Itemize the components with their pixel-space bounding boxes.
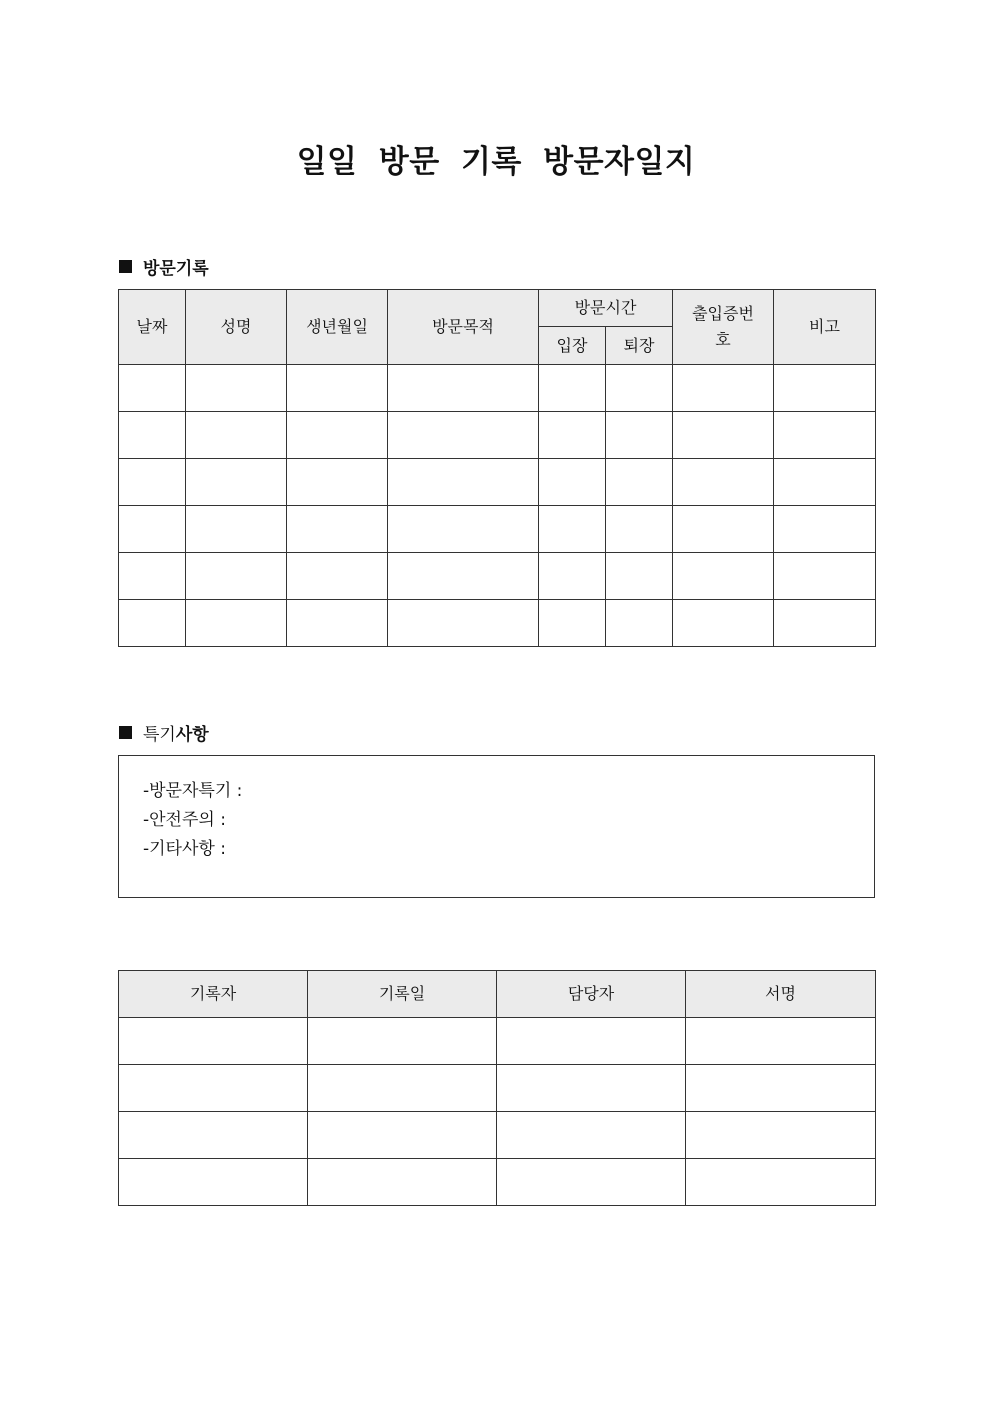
table-cell[interactable] [119,459,186,506]
table-cell[interactable] [774,459,876,506]
table-cell[interactable] [774,365,876,412]
header-visit-time: 방문시간 [539,290,673,327]
table-cell[interactable] [388,553,539,600]
table-cell[interactable] [119,365,186,412]
visit-record-table [118,289,876,647]
table-cell[interactable] [186,553,287,600]
table-cell[interactable] [388,365,539,412]
table-cell[interactable] [287,600,388,647]
table-cell[interactable] [686,1112,876,1159]
table-row [119,1112,876,1159]
table-cell[interactable] [119,506,186,553]
table-cell[interactable] [186,412,287,459]
table-cell[interactable] [308,1065,497,1112]
table-cell[interactable] [186,459,287,506]
table-cell[interactable] [119,412,186,459]
section-heading-label-part1: 특기 [143,725,176,745]
header-signature: 서명 [686,971,876,1018]
table-cell[interactable] [287,365,388,412]
header-manager: 담당자 [497,971,686,1018]
header-remarks: 비고 [774,290,876,365]
table-cell[interactable] [287,412,388,459]
table-cell[interactable] [539,600,606,647]
table-cell[interactable] [497,1065,686,1112]
note-line-safety: -안전주의 : [143,810,226,830]
table-cell[interactable] [606,365,673,412]
header-exit: 퇴장 [606,327,673,365]
table-cell[interactable] [539,553,606,600]
table-cell[interactable] [673,365,774,412]
table-cell[interactable] [673,412,774,459]
square-bullet-icon [119,260,132,273]
section-heading-label-part2: 사항 [175,725,209,745]
section-heading-visit-record [119,254,209,279]
table-cell[interactable] [308,1159,497,1206]
table-cell[interactable] [186,600,287,647]
table-cell[interactable] [774,412,876,459]
table-cell[interactable] [673,600,774,647]
table-cell[interactable] [539,506,606,553]
table-cell[interactable] [774,506,876,553]
table-cell[interactable] [119,1018,308,1065]
table-cell[interactable] [119,600,186,647]
table-cell[interactable] [539,412,606,459]
table-cell[interactable] [287,459,388,506]
table-row [119,412,876,459]
table-row [119,1065,876,1112]
table-cell[interactable] [119,553,186,600]
special-notes-box[interactable] [118,755,875,898]
table-cell[interactable] [606,600,673,647]
page-title: 일일 방문 기록 방문자일지 [296,144,696,180]
table-cell[interactable] [539,365,606,412]
note-line-visitor-remarks: -방문자특기 : [143,781,243,801]
table-cell[interactable] [287,506,388,553]
table-cell[interactable] [606,412,673,459]
table-cell[interactable] [774,553,876,600]
table-row [119,506,876,553]
table-row [119,1159,876,1206]
header-pass-number: 출입증번호 [673,290,774,365]
table-cell[interactable] [686,1018,876,1065]
table-row [119,459,876,506]
note-line-other: -기타사항 : [143,839,226,859]
section-heading-special-notes [119,720,209,745]
table-cell[interactable] [673,506,774,553]
table-cell[interactable] [497,1018,686,1065]
header-entry: 입장 [539,327,606,365]
table-cell[interactable] [287,553,388,600]
table-row [119,1018,876,1065]
table-cell[interactable] [388,600,539,647]
table-cell[interactable] [606,506,673,553]
table-cell[interactable] [497,1112,686,1159]
table-cell[interactable] [673,459,774,506]
table-cell[interactable] [686,1065,876,1112]
table-cell[interactable] [119,1112,308,1159]
header-birthdate: 생년월일 [287,290,388,365]
table-row [119,553,876,600]
table-cell[interactable] [186,506,287,553]
table-row [119,365,876,412]
table-cell[interactable] [686,1159,876,1206]
header-name: 성명 [186,290,287,365]
header-record-date: 기록일 [308,971,497,1018]
table-cell[interactable] [539,459,606,506]
table-cell[interactable] [388,459,539,506]
table-cell[interactable] [497,1159,686,1206]
signature-table [118,970,876,1206]
header-recorder: 기록자 [119,971,308,1018]
table-cell[interactable] [606,459,673,506]
header-date: 날짜 [119,290,186,365]
header-purpose: 방문목적 [388,290,539,365]
table-cell[interactable] [186,365,287,412]
table-cell[interactable] [308,1112,497,1159]
table-cell[interactable] [388,412,539,459]
table-cell[interactable] [119,1065,308,1112]
table-row [119,600,876,647]
table-cell[interactable] [606,553,673,600]
table-cell[interactable] [673,553,774,600]
table-cell[interactable] [388,506,539,553]
table-cell[interactable] [774,600,876,647]
square-bullet-icon [119,726,132,739]
section-heading-label: 방문기록 [143,259,209,279]
table-cell[interactable] [308,1018,497,1065]
table-cell[interactable] [119,1159,308,1206]
